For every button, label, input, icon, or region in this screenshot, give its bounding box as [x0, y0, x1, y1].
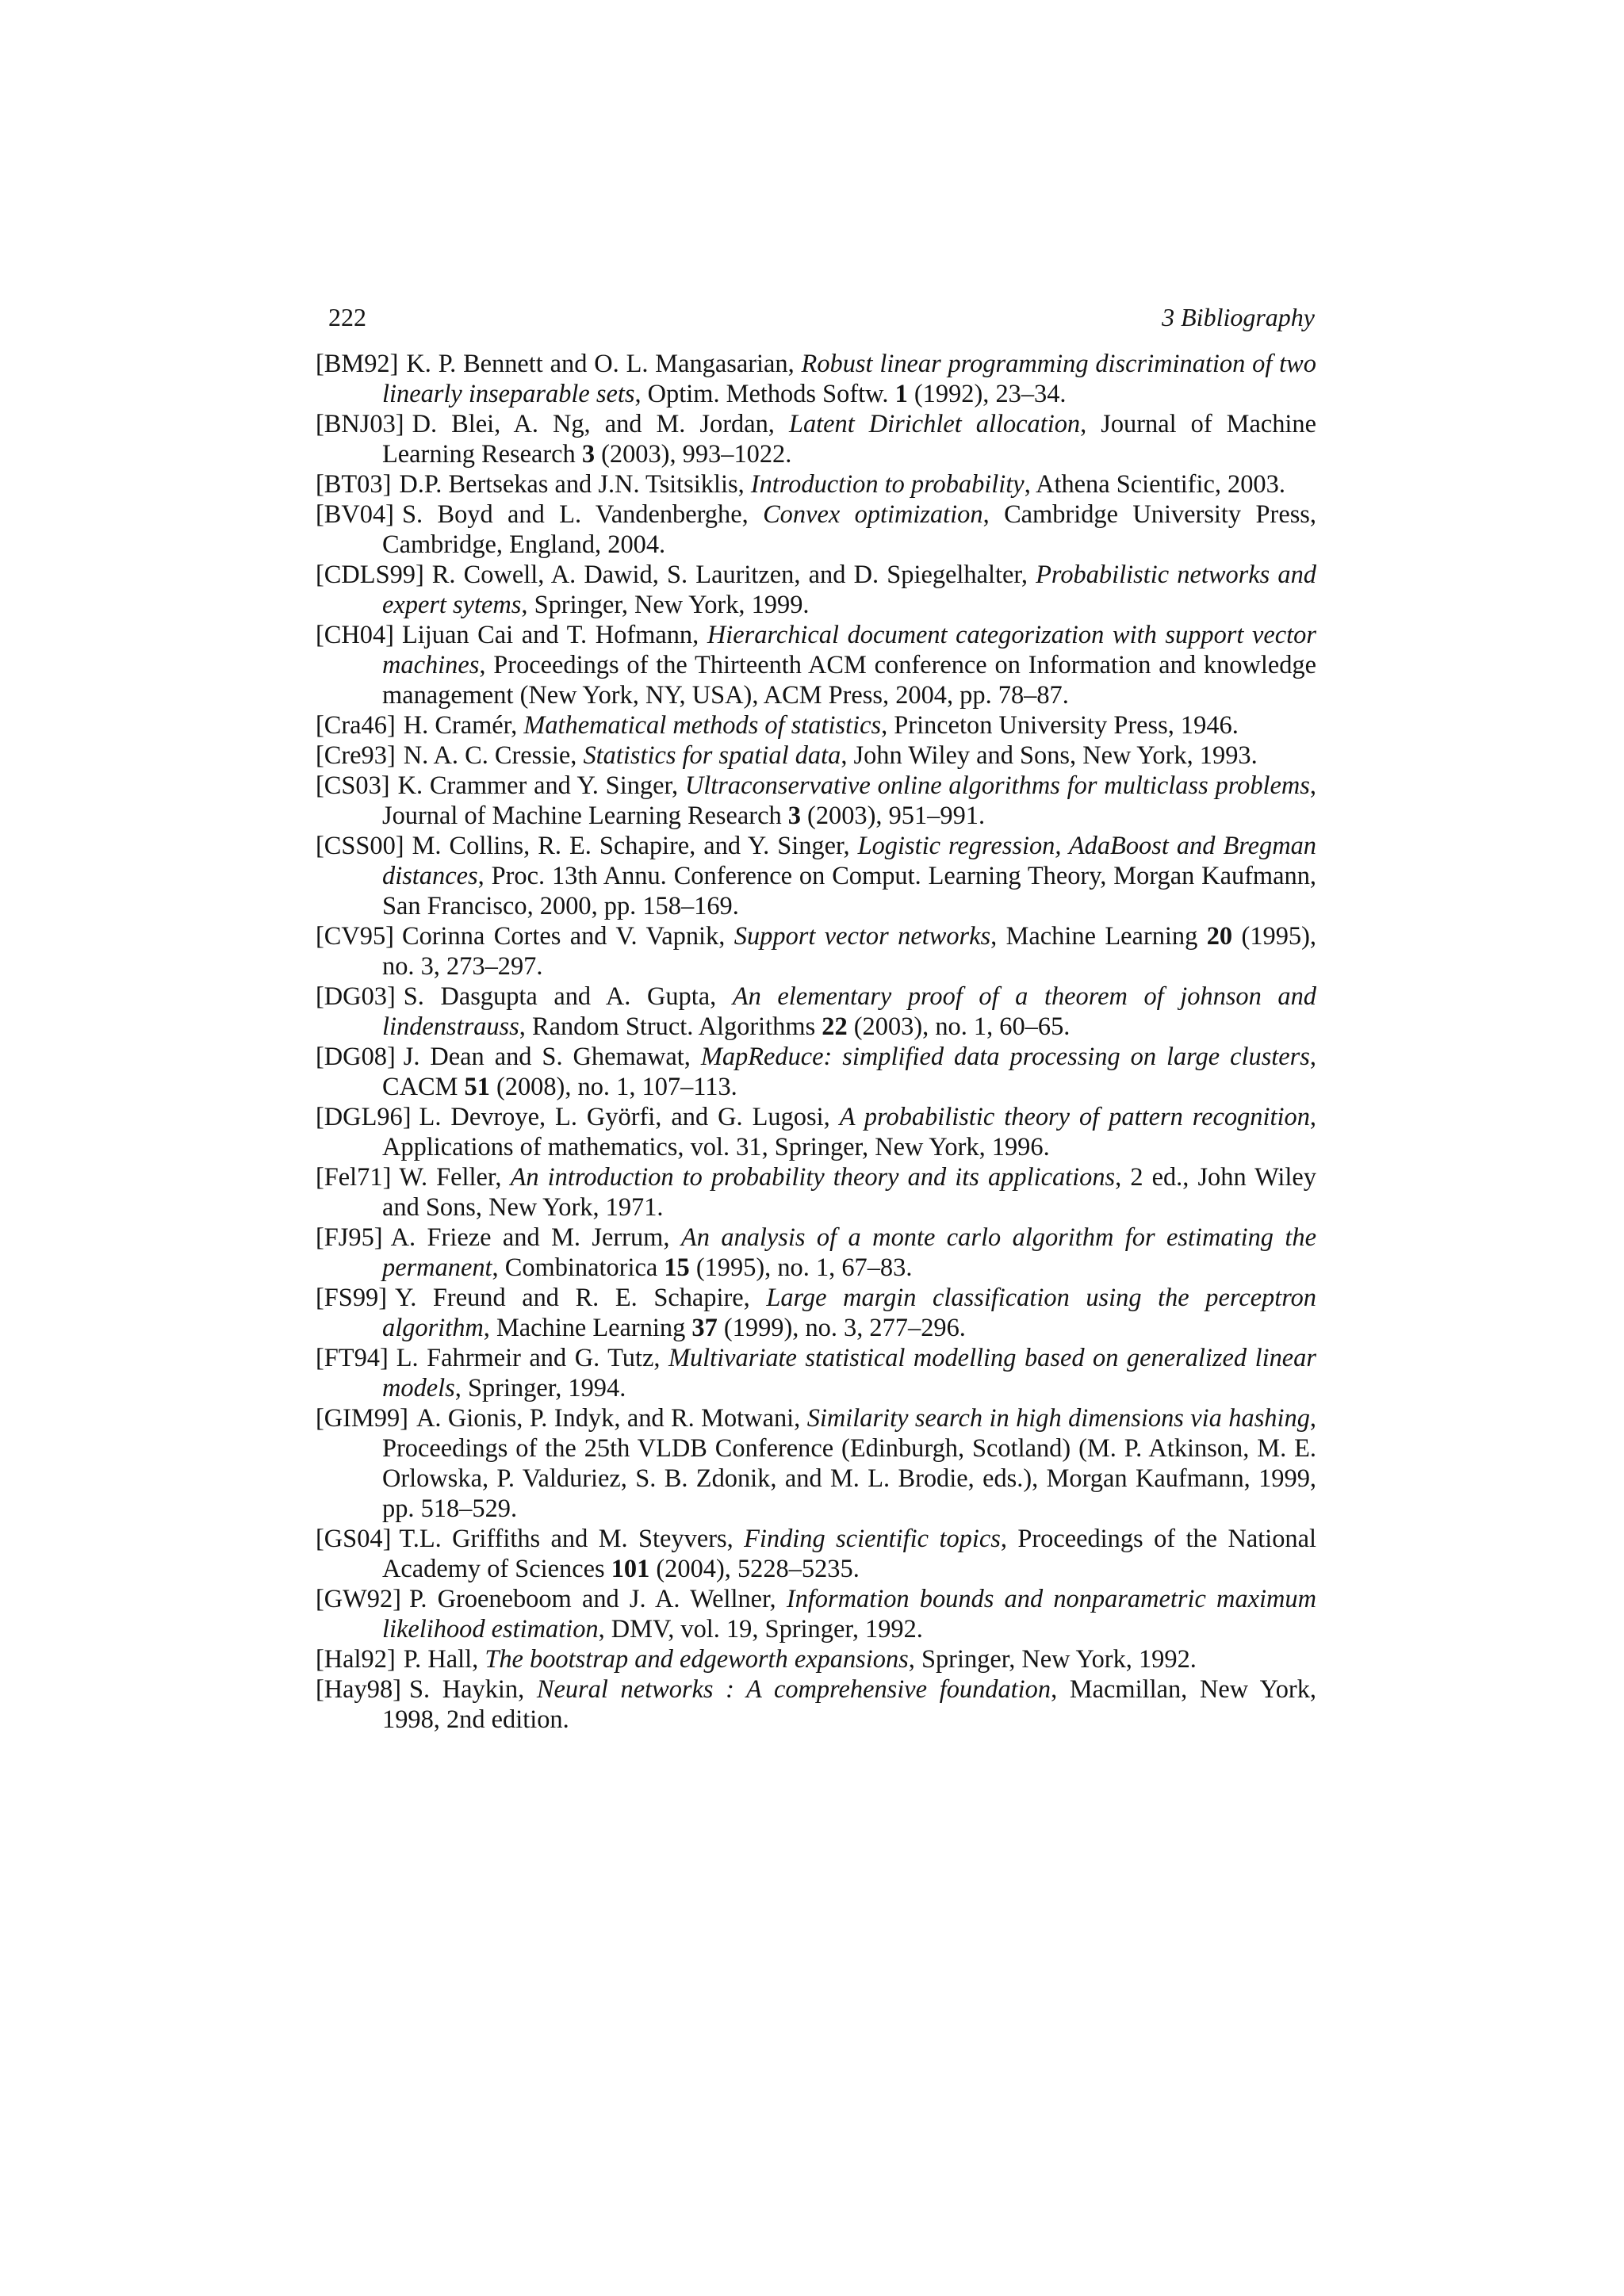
citation-title: Neural networks : A comprehensive foundation	[536, 1675, 1051, 1704]
citation-label: [DG08]	[316, 1043, 396, 1071]
citation-text: L. Devroye, L. Györfi, and G. Lugosi,	[419, 1103, 840, 1131]
citation-title: Support vector networks	[733, 922, 991, 951]
citation-label: [Fel71]	[316, 1163, 392, 1192]
citation-text: , Optim. Methods Softw.	[634, 380, 895, 408]
citation-text: , CACM	[382, 1043, 1316, 1101]
citation-text: (2003), no. 1, 60–65.	[847, 1012, 1071, 1041]
citation-title: Multivariate statistical modelling based on generalized linear models	[382, 1344, 1316, 1402]
citation-volume: 51	[464, 1073, 490, 1101]
citation-text: L. Fahrmeir and G. Tutz,	[396, 1344, 668, 1372]
citation-text: , Athena Scientific, 2003.	[1024, 470, 1285, 499]
citation-text: Corinna Cortes and V. Vapnik,	[401, 922, 734, 951]
citation-text: J. Dean and S. Ghemawat,	[403, 1043, 701, 1071]
citation-title: Hierarchical document categorization with support vector machines	[382, 621, 1316, 679]
citation-label: [BM92]	[316, 350, 399, 378]
bib-entry	[316, 1644, 1316, 1674]
citation-text: D.P. Bertsekas and J.N. Tsitsiklis,	[399, 470, 751, 499]
citation-text: , Springer, New York, 1999.	[521, 591, 810, 619]
citation-volume: 37	[691, 1314, 718, 1342]
citation-text: , Journal of Machine Learning Research	[382, 771, 1316, 830]
citation-text: K. Crammer and Y. Singer,	[397, 771, 685, 800]
citation-text: N. A. C. Cressie,	[403, 741, 584, 770]
citation-title: Mathematical methods of statistics	[523, 711, 882, 740]
citation-text: , Proc. 13th Annu. Conference on Comput. Learning Theory, Morgan Kaufmann, San Francisco, 2000, pp. 158–169.	[382, 862, 1316, 920]
citation-text: , Machine Learning	[483, 1314, 692, 1342]
citation-text: , DMV, vol. 19, Springer, 1992.	[598, 1615, 923, 1644]
citation-text: , 2 ed., John Wiley and Sons, New York, 1971.	[382, 1163, 1316, 1222]
bib-entry	[316, 710, 1316, 740]
citation-label: [CDLS99]	[316, 561, 424, 589]
bib-entry	[316, 469, 1316, 499]
citation-label: [DG03]	[316, 982, 396, 1011]
citation-label: [CV95]	[316, 922, 394, 951]
citation-text: , Springer, New York, 1992.	[908, 1645, 1197, 1674]
citation-title: Probabilistic networks and expert sytems	[382, 561, 1316, 619]
citation-text: S. Haykin,	[408, 1675, 537, 1704]
citation-label: [Hal92]	[316, 1645, 396, 1674]
citation-label: [CS03]	[316, 771, 390, 800]
citation-title: Latent Dirichlet allocation	[788, 410, 1081, 438]
bib-entry	[316, 560, 1316, 620]
citation-text: , Macmillan, New York, 1998, 2nd edition.	[382, 1675, 1317, 1734]
bib-entry	[316, 1674, 1316, 1735]
bib-entry	[316, 1283, 1316, 1343]
citation-text: (2004), 5228–5235.	[649, 1555, 860, 1583]
citation-title: A probabilistic theory of pattern recognition	[839, 1103, 1310, 1131]
citation-text: (1992), 23–34.	[907, 380, 1067, 408]
citation-text: P. Groeneboom and J. A. Wellner,	[408, 1585, 787, 1613]
citation-label: [GIM99]	[316, 1404, 408, 1433]
citation-text: T.L. Griffiths and M. Steyvers,	[399, 1525, 745, 1553]
citation-title: Finding scientific topics	[744, 1525, 1001, 1553]
citation-text: H. Cramér,	[403, 711, 524, 740]
citation-label: [GS04]	[316, 1525, 392, 1553]
citation-text: , John Wiley and Sons, New York, 1993.	[841, 741, 1258, 770]
citation-label: [Hay98]	[316, 1675, 401, 1704]
citation-volume: 3	[581, 440, 596, 469]
citation-text: , Applications of mathematics, vol. 31, Springer, New York, 1996.	[382, 1103, 1316, 1161]
citation-title: Ultraconservative online algorithms for multiclass problems	[684, 771, 1310, 800]
citation-text: (1999), no. 3, 277–296.	[717, 1314, 966, 1342]
citation-text: , Cambridge University Press, Cambridge, England, 2004.	[382, 500, 1317, 559]
bib-entry	[316, 1403, 1316, 1524]
citation-text: , Journal of Machine Learning Research	[382, 410, 1316, 469]
citation-text: (2003), 993–1022.	[595, 440, 792, 469]
citation-text: A. Gionis, P. Indyk, and R. Motwani,	[416, 1404, 807, 1433]
citation-title: An introduction to probability theory and its applications	[510, 1163, 1116, 1192]
bib-entry	[316, 1162, 1316, 1223]
citation-text: (1995), no. 1, 67–83.	[689, 1253, 913, 1282]
citation-volume: 15	[664, 1253, 690, 1282]
citation-text: R. Cowell, A. Dawid, S. Lauritzen, and D. Spiegelhalter,	[431, 561, 1036, 589]
page-header	[328, 303, 1315, 338]
citation-label: [GW92]	[316, 1585, 401, 1613]
citation-label: [Cre93]	[316, 741, 396, 770]
citation-label: [DGL96]	[316, 1103, 412, 1131]
citation-text: , Proceedings of the Thirteenth ACM conference on Information and knowledge management (New York, NY, USA), ACM Press, 2004, pp. 78–87.	[382, 651, 1316, 710]
bib-entry	[316, 1524, 1316, 1584]
bib-entry	[316, 982, 1316, 1042]
citation-title: An elementary proof of a theorem of johnson and lindenstrauss	[382, 982, 1316, 1041]
bib-entry	[316, 921, 1316, 982]
citation-text: K. P. Bennett and O. L. Mangasarian,	[406, 350, 802, 378]
citation-title: Robust linear programming discrimination of two linearly inseparable sets	[382, 350, 1316, 408]
bib-entry	[316, 1584, 1316, 1644]
citation-text: , Springer, 1994.	[454, 1374, 626, 1402]
citation-text: Lijuan Cai and T. Hofmann,	[401, 621, 707, 649]
citation-text: (1995), no. 3, 273–297.	[382, 922, 1316, 981]
citation-title: Introduction to probability	[750, 470, 1025, 499]
bib-entry	[316, 349, 1316, 409]
citation-label: [FJ95]	[316, 1223, 383, 1252]
citation-text: , Proceedings of the National Academy of Sciences	[382, 1525, 1317, 1583]
citation-text: , Proceedings of the 25th VLDB Conference (Edinburgh, Scotland) (M. P. Atkinson, M. E. Orlowska, P. Valduriez, S. B. Zdonik, and M. L. Brodie, eds.), Morgan Kaufmann, 1999, pp. 518–529.	[382, 1404, 1317, 1523]
citation-volume: 1	[894, 380, 908, 408]
page-number: 222	[328, 303, 366, 331]
bib-entry	[316, 771, 1316, 831]
citation-title: Statistics for spatial data	[583, 741, 841, 770]
citation-text: (2003), 951–991.	[800, 802, 986, 830]
bib-entry	[316, 1343, 1316, 1403]
citation-label: [BNJ03]	[316, 410, 404, 438]
citation-label: [Cra46]	[316, 711, 396, 740]
bib-entry	[316, 499, 1316, 560]
citation-text: S. Boyd and L. Vandenberghe,	[401, 500, 764, 529]
citation-title: MapReduce: simplified data processing on large clusters	[700, 1043, 1310, 1071]
citation-title: Logistic regression, AdaBoost and Bregman distances	[382, 832, 1316, 890]
citation-label: [BV04]	[316, 500, 394, 529]
bib-entry	[316, 740, 1316, 771]
citation-text: (2008), no. 1, 107–113.	[489, 1073, 737, 1101]
citation-text: A. Frieze and M. Jerrum,	[390, 1223, 681, 1252]
citation-title: The bootstrap and edgeworth expansions	[485, 1645, 909, 1674]
citation-label: [CSS00]	[316, 832, 404, 860]
citation-title: An analysis of a monte carlo algorithm for estimating the permanent	[382, 1223, 1316, 1282]
bibliography-list	[316, 349, 1316, 1735]
citation-volume: 101	[611, 1555, 650, 1583]
citation-title: Convex optimization	[763, 500, 983, 529]
bib-entry	[316, 1223, 1316, 1283]
bib-entry	[316, 1102, 1316, 1162]
citation-label: [FS99]	[316, 1284, 387, 1312]
citation-volume: 20	[1206, 922, 1233, 951]
citation-text: , Machine Learning	[990, 922, 1207, 951]
citation-text: S. Dasgupta and A. Gupta,	[403, 982, 733, 1011]
citation-title: Similarity search in high dimensions via hashing	[806, 1404, 1310, 1433]
citation-text: M. Collins, R. E. Schapire, and Y. Singer,	[412, 832, 858, 860]
bib-entry	[316, 620, 1316, 710]
running-head: 3 Bibliography	[1162, 303, 1315, 331]
citation-text: W. Feller,	[399, 1163, 511, 1192]
bib-entry	[316, 409, 1316, 469]
citation-text: , Princeton University Press, 1946.	[881, 711, 1239, 740]
citation-label: [BT03]	[316, 470, 392, 499]
citation-text: D. Blei, A. Ng, and M. Jordan,	[412, 410, 789, 438]
citation-title: Large margin classification using the perceptron algorithm	[382, 1284, 1316, 1342]
citation-text: Y. Freund and R. E. Schapire,	[395, 1284, 767, 1312]
bib-entry	[316, 1042, 1316, 1102]
bib-entry	[316, 831, 1316, 921]
citation-label: [FT94]	[316, 1344, 389, 1372]
citation-volume: 3	[787, 802, 801, 830]
citation-text: P. Hall,	[403, 1645, 485, 1674]
citation-volume: 22	[822, 1012, 848, 1041]
citation-title: Information bounds and nonparametric maximum likelihood estimation	[382, 1585, 1316, 1644]
citation-label: [CH04]	[316, 621, 394, 649]
citation-text: , Random Struct. Algorithms	[519, 1012, 822, 1041]
citation-text: , Combinatorica	[492, 1253, 665, 1282]
